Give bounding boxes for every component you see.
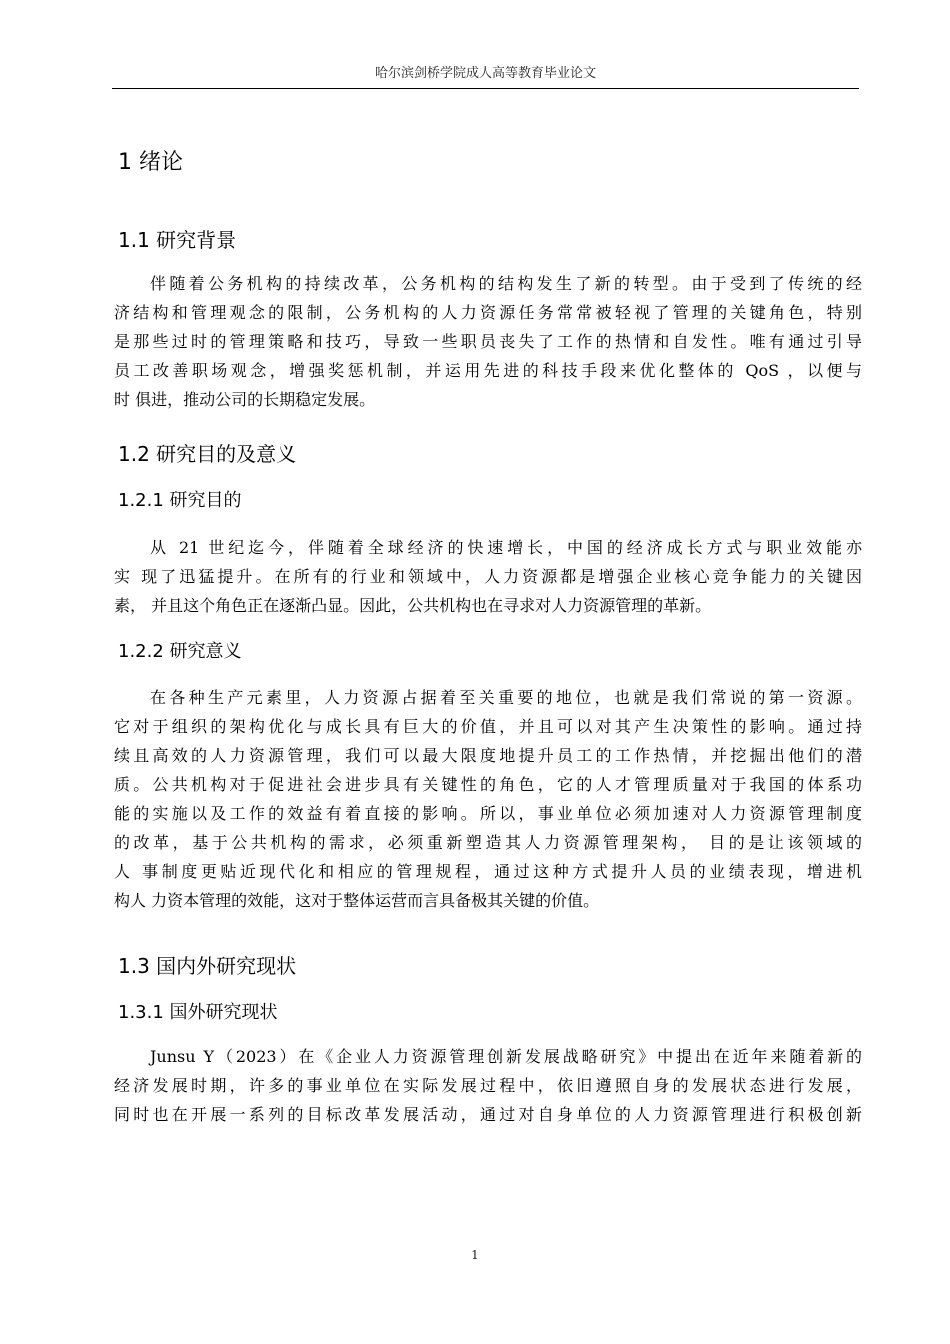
paragraph-research-purpose xyxy=(114,533,862,620)
chapter-title: 1 绪论 xyxy=(118,150,183,175)
paragraph-line: 是那些过时的管理策略和技巧，导致一些职员丧失了工作的热情和自发性。唯有通过引导 xyxy=(114,332,862,351)
paragraph-line: 在各种生产元素里，人力资源占据着至关重要的地位，也就是我们常说的第一资源。 xyxy=(150,688,862,707)
paragraph-line: 实 现了迅猛提升。在所有的行业和领域中，人力资源都是增强企业核心竞争能力的关键因 xyxy=(114,567,862,586)
header-rule xyxy=(112,88,859,89)
paragraph-line: 续且高效的人力资源管理，我们可以最大限度地提升员工的工作热情，并挖掘出他们的潜 xyxy=(114,746,862,765)
paragraph-line: 能的实施以及工作的效益有着直接的影响。所以，事业单位必须加速对人力资源管理制度 xyxy=(114,804,862,823)
paragraph-line: 它对于组织的架构优化与成长具有巨大的价值，并且可以对其产生决策性的影响。通过持 xyxy=(114,717,862,736)
paragraph-line: 的改革，基于公共机构的需求，必须重新塑造其人力资源管理架构， 目的是让该领域的 xyxy=(114,833,862,852)
paragraph-line: 质。公共机构对于促进社会进步具有关键性的角色，它的人才管理质量对于我国的体系功 xyxy=(114,775,862,794)
section-heading-1-3: 1.3 国内外研究现状 xyxy=(118,954,297,978)
paragraph-line: 济结构和管理观念的限制，公务机构的人力资源任务常常被轻视了管理的关键角色，特别 xyxy=(114,303,862,322)
running-header: 哈尔滨剑桥学院成人高等教育毕业论文 xyxy=(374,66,596,81)
paragraph-research-background xyxy=(114,269,862,414)
paragraph-line: 伴随着公务机构的持续改革，公务机构的结构发生了新的转型。由于受到了传统的经 xyxy=(150,274,862,293)
paragraph-line: 构人 力资本管理的效能，这对于整体运营而言具备极其关键的价值。 xyxy=(114,891,600,910)
paragraph-line: 素， 并且这个角色正在逐渐凸显。因此，公共机构也在寻求对人力资源管理的革新。 xyxy=(114,596,712,615)
paragraph-research-significance xyxy=(114,683,862,915)
paragraph-line: 员工改善职场观念，增强奖惩机制，并运用先进的科技手段来优化整体的 QoS ，以便与 xyxy=(114,361,862,380)
subsection-heading-1-2-1: 1.2.1 研究目的 xyxy=(118,490,242,511)
section-heading-1-2: 1.2 研究目的及意义 xyxy=(118,442,297,466)
subsection-heading-1-3-1: 1.3.1 国外研究现状 xyxy=(118,1002,278,1023)
paragraph-line: 人 事制度更贴近现代化和相应的管理规程，通过这种方式提升人员的业绩表现，增进机 xyxy=(114,862,862,881)
paragraph-line: Junsu Y（2023）在《企业人力资源管理创新发展战略研究》中提出在近年来随着新的 xyxy=(150,1047,862,1066)
paragraph-line: 从 21 世纪迄今，伴随着全球经济的快速增长，中国的经济成长方式与职业效能亦 xyxy=(150,538,862,557)
paragraph-line: 经济发展时期，许多的事业单位在实际发展过程中，依旧遵照自身的发展状态进行发展， xyxy=(114,1076,862,1095)
section-heading-1-1: 1.1 研究背景 xyxy=(118,228,237,252)
paragraph-foreign-research xyxy=(114,1042,862,1129)
paragraph-line: 时 俱进，推动公司的长期稳定发展。 xyxy=(114,390,376,409)
page-number: 1 xyxy=(471,1248,479,1262)
paragraph-line: 同时也在开展一系列的目标改革发展活动，通过对自身单位的人力资源管理进行积极创新 xyxy=(114,1105,862,1124)
subsection-heading-1-2-2: 1.2.2 研究意义 xyxy=(118,641,242,662)
